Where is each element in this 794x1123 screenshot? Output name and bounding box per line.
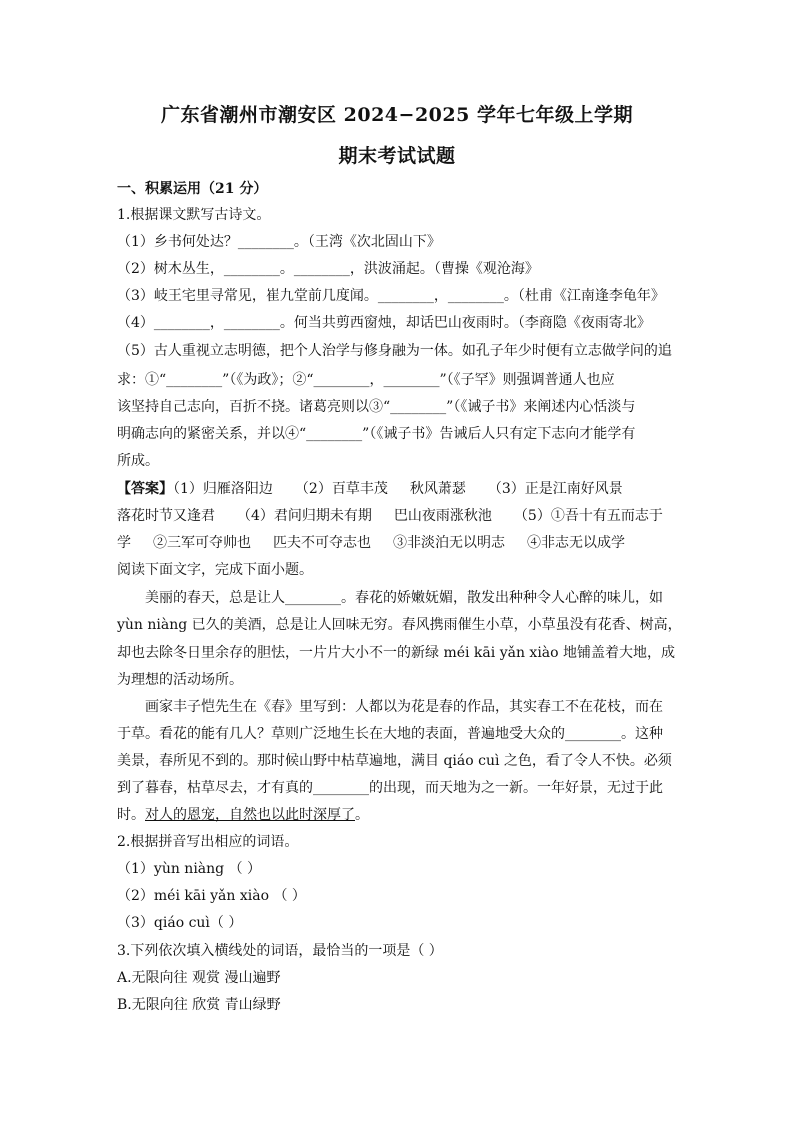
question-1-item-5-line: 明确志向的紧密关系，并以④“________”（《诫子书》告诫后人只有定下志向才能学有	[117, 426, 636, 442]
passage-line: 画家丰子恺先生在《春》里写到：人都以为花是春的作品，其实春工不在花枝，而在	[145, 699, 663, 715]
answer-item: （5）①吾十有五而志于	[513, 508, 663, 524]
question-1-item-2: （2）树木丛生，________。________，洪波涌起。（曹操《观沧海》	[117, 261, 539, 277]
passage-line: 美景，春所见不到的。那时候山野中枯草遍地，满目 qiáo cuì 之色，看了令人不快。必须	[117, 753, 672, 769]
answer-item: 学	[117, 535, 131, 551]
answer-item: ③非淡泊无以明志	[393, 535, 505, 551]
passage-line: 美丽的春天，总是让人________。春花的娇嫩妩媚，散发出种种令人心醉的味儿，如	[145, 590, 663, 606]
answer-line-1	[117, 479, 679, 499]
question-2-prompt: 2.根据拼音写出相应的词语。	[117, 834, 299, 850]
underlined-sentence: 对人的恩宠，自然也以此时深厚了	[145, 807, 355, 823]
question-1-item-1: （1）乡书何处达？________。（王湾《次北固山下》	[117, 234, 441, 250]
answer-label: 【答案】	[117, 481, 173, 497]
question-1-item-5-line: 该坚持自己志向，百折不挠。诸葛亮则以③“________”（《诫子书》来阐述内心恬淡与	[117, 399, 636, 415]
answer-item: （4）君问归期未有期	[237, 508, 372, 524]
passage-line: 却也去除冬日里余存的胆怯，一片片大小不一的新绿 méi kāi yǎn xiào 地铺盖着大地，成	[117, 645, 676, 661]
passage-line: 到了暮春，枯草尽去，才有真的________的出现，而天地为之一新。一年好景，无过于此	[117, 780, 663, 796]
document-subtitle: 期末考试试题	[338, 145, 456, 167]
answer-item: 匹夫不可夺志也	[273, 535, 371, 551]
passage-text: 。	[355, 807, 369, 823]
passage-line: 于草。看花的能有几人？草则广泛地生长在大地的表面，普遍地受大众的________。这种	[117, 726, 663, 742]
document-title: 广东省潮州市潮安区 2024−2025 学年七年级上学期	[161, 104, 633, 126]
reading-instruction: 阅读下面文字，完成下面小题。	[117, 562, 313, 578]
answer-item: （3）正是江南好风景	[487, 481, 623, 497]
section-heading: 一、积累运用（21 分）	[117, 181, 268, 197]
answer-item: ②三军可夺帅也	[153, 535, 251, 551]
question-2-item-3: （3）qiáo cuì（ ）	[117, 915, 243, 931]
answer-item: 秋风萧瑟	[409, 481, 466, 497]
answer-item: 落花时节又逢君	[117, 508, 215, 524]
passage-line: yùn niàng 已久的美酒，总是让人回味无穷。春风携雨催生小草，小草虽没有花香、树高，	[117, 617, 682, 633]
question-1-item-4: （4）________，________。何当共剪西窗烛，却话巴山夜雨时。（李商隐《夜雨寄北》	[117, 315, 651, 331]
question-3-prompt: 3.下列依次填入横线处的词语，最恰当的一项是（ ）	[117, 943, 443, 959]
answer-line-2	[117, 506, 679, 526]
question-1-prompt: 1.根据课文默写古诗文。	[117, 207, 271, 223]
question-1-item-5-line: 求：①“________”（《为政》；②“________，________”（《子罕》则强调普通人也应	[117, 372, 615, 388]
answer-item: （1）归雁洛阳边	[173, 481, 273, 497]
passage-line: 为理想的活动场所。	[117, 672, 243, 688]
answer-item: ④非志无以成学	[527, 535, 625, 551]
question-1-item-5-line: （5）古人重视立志明德，把个人治学与修身融为一体。如孔子年少时便有立志做学问的追	[117, 343, 672, 359]
question-2-item-1: （1）yùn niàng （ ）	[117, 861, 262, 877]
passage-text: 时。	[117, 807, 145, 823]
question-2-item-2: （2）méi kāi yǎn xiào （ ）	[117, 888, 306, 904]
question-1-item-3: （3）岐王宅里寻常见，崔九堂前几度闻。________，________。（杜甫《江南逢李龟年》	[117, 288, 665, 304]
question-1-item-5-line: 所成。	[117, 453, 159, 469]
question-3-option-a: A.无限向往 观赏 漫山遍野	[117, 970, 281, 986]
passage-line	[117, 805, 679, 825]
question-3-option-b: B.无限向往 欣赏 青山绿野	[117, 997, 281, 1013]
answer-item: 巴山夜雨涨秋池	[393, 508, 492, 524]
answer-line-3	[117, 533, 679, 553]
answer-item: （2）百草丰茂	[294, 481, 388, 497]
